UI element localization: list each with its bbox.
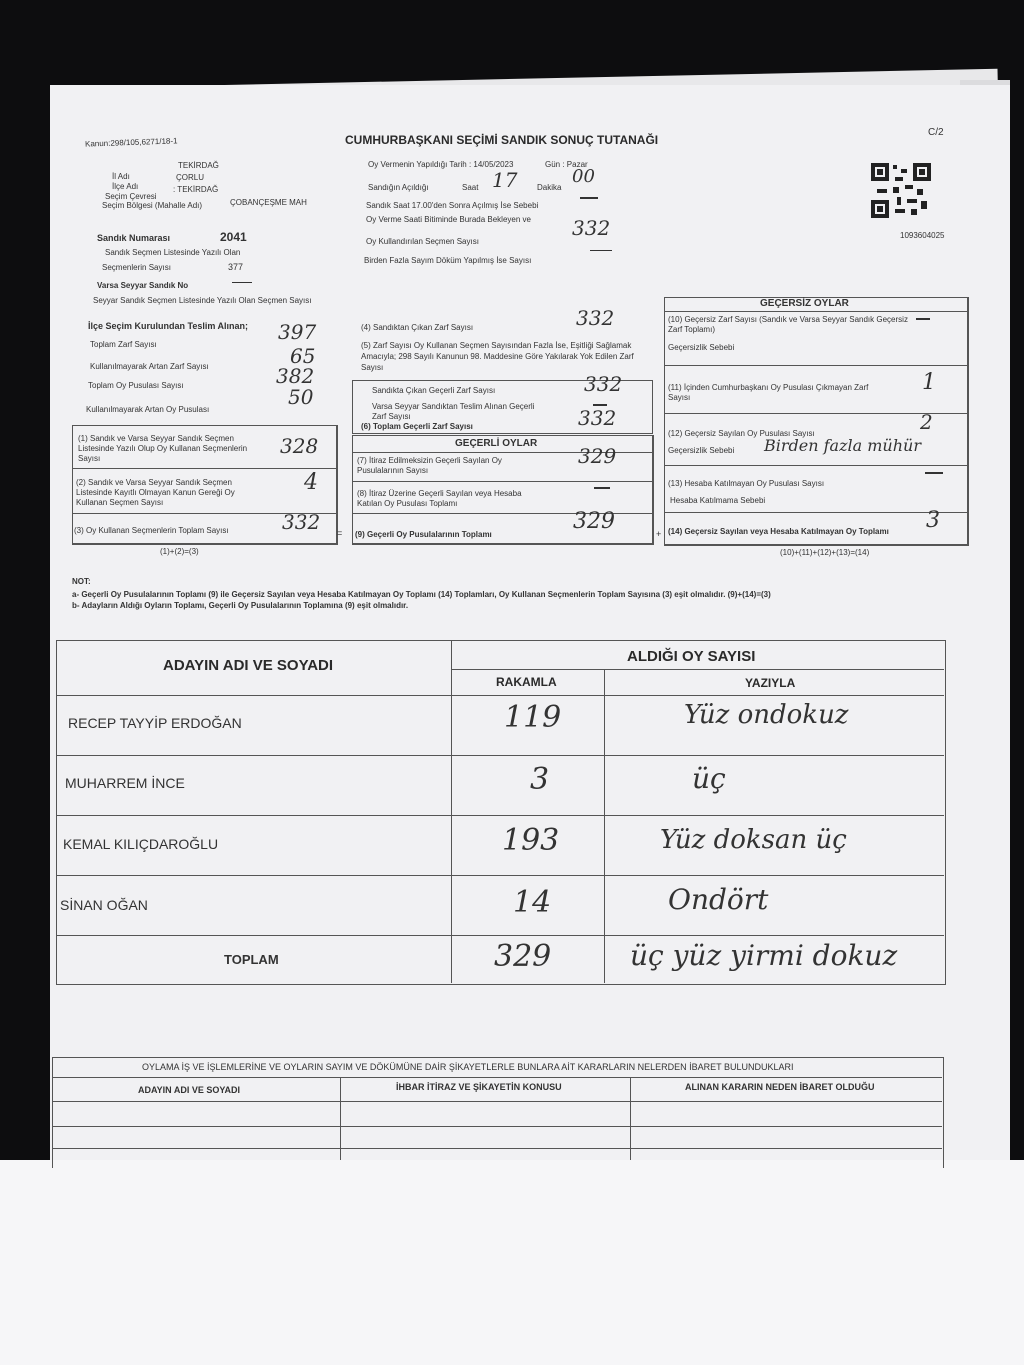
invalid-r13-label: (13) Hesaba Katılmayan Oy Pusulası Sayısı	[668, 479, 825, 488]
registered-label-2: Seçmenlerin Sayısı	[102, 263, 171, 272]
il-value: TEKİRDAĞ	[178, 161, 219, 170]
vote-day: Gün : Pazar	[545, 160, 588, 169]
total-digits: 329	[494, 939, 552, 974]
mobile-env-label: Varsa Seyyar Sandıktan Teslim Alınan Geçerli Zarf Sayısı	[372, 402, 535, 421]
complaints-table	[52, 1057, 944, 1168]
candidate-name-2: MUHARREM İNCE	[65, 775, 185, 791]
valid-r7-label: (7) İtiraz Edilmeksizin Geçerli Sayılan Oy Pusulalarının Sayısı	[357, 456, 502, 475]
invalid-r12-reason: Geçersizlik Sebebi	[668, 446, 735, 455]
unused-ballot-value: 50	[288, 385, 314, 409]
photo-border	[0, 1160, 1024, 1365]
unused-env-value: 65	[290, 344, 316, 368]
voters-r3-label: (3) Oy Kullanan Seçmenlerin Toplam Sayısı	[74, 526, 229, 535]
voters-r2-value: 4	[304, 470, 318, 495]
waiting-label: Oy Verme Saati Bitiminde Burada Bekleyen ve	[366, 215, 531, 224]
late-label: Sandık Saat 17.00'den Sonra Açılmış İse Sebebi	[366, 201, 539, 210]
ballots-value: 382	[276, 364, 315, 388]
invalid-r13-reason: Hesaba Katılmama Sebebi	[670, 496, 766, 505]
notes-title: NOT:	[72, 577, 91, 586]
candidate-digits-3: 193	[502, 823, 560, 858]
document-sheet	[50, 85, 1010, 1160]
invalid-r11-label: (11) İçinden Cumhurbaşkanı Oy Pusulası Çıkmayan Zarf Sayısı	[668, 383, 869, 402]
envelopes-value: 397	[278, 320, 317, 344]
results-table	[56, 640, 946, 985]
valid-r9-value: 329	[573, 509, 615, 534]
invalid-votes-heading: GEÇERSİZ OYLAR	[760, 298, 849, 309]
complaints-col1: ADAYIN ADI VE SOYADI	[138, 1085, 241, 1095]
unused-ballot-label: Kullanılmayarak Artan Oy Pusulası	[86, 405, 210, 414]
voters-r3-value: 332	[282, 510, 321, 534]
voters-r1-value: 328	[280, 434, 319, 458]
minute-label: Dakika	[537, 183, 562, 192]
ilce-label: İlçe Adı	[112, 182, 139, 191]
box-number-label: Sandık Numarası	[97, 233, 171, 243]
valid-votes-heading: GEÇERLİ OYLAR	[455, 438, 538, 449]
candidate-digits-1: 119	[504, 700, 562, 735]
voted-label: Oy Kullandırılan Seçmen Sayısı	[366, 237, 479, 246]
invalid-r14-label: (14) Geçersiz Sayılan veya Hesaba Katılmayan Oy Toplamı	[668, 527, 889, 536]
valid-r7-value: 329	[578, 444, 617, 468]
candidate-words-4: Ondört	[668, 883, 769, 916]
results-digits-header: RAKAMLA	[496, 675, 557, 689]
valid-env-label: Sandıkta Çıkan Geçerli Zarf Sayısı	[372, 386, 496, 395]
env-r5-label: (5) Zarf Sayısı Oy Kullanan Seçmen Sayısından Fazla İse, Eşitliği Sağlamak Amacıyla; 298 Sayılı Kanunun 98. Maddesine Göre Yakılarak Yok Edilen Zarf Sayısı	[361, 341, 634, 372]
total-label: TOPLAM	[224, 952, 279, 967]
candidate-digits-4: 14	[513, 885, 552, 920]
invalid-r11-value: 1	[922, 370, 936, 395]
minute-value: 00	[572, 166, 595, 187]
notes-a: a- Geçerli Oy Pusulalarının Toplamı (9) ile Geçersiz Sayılan veya Hesaba Katılmayan Oy Toplamı (14) Toplamları, Oy Kullanan Seçmenlerin Toplam Sayısına (3) eşit olmalıdır. (9)+(14)=(3)	[72, 590, 771, 599]
law-reference: Kanun:298/105,6271/18-1	[84, 136, 178, 149]
valid-r8-label: (8) İtiraz Üzerine Geçerli Sayılan veya Hesaba Katılan Oy Pusulası Toplamı	[357, 489, 522, 508]
envelopes-label: Toplam Zarf Sayısı	[90, 340, 157, 349]
page-title: CUMHURBAŞKANI SEÇİMİ SANDIK SONUÇ TUTANAĞI	[345, 133, 659, 147]
invalid-r10-reason: Geçersizlik Sebebi	[668, 343, 735, 352]
mobile-list-label: Seyyar Sandık Seçmen Listesinde Yazılı Olan Seçmen Sayısı	[93, 296, 312, 305]
results-words-header: YAZIYLA	[745, 676, 796, 690]
results-name-header: ADAYIN ADI VE SOYADI	[163, 657, 334, 674]
cevre-label: Seçim Çevresi	[105, 192, 157, 201]
unused-env-label: Kullanılmayarak Artan Zarf Sayısı	[90, 362, 209, 371]
form-code: C/2	[928, 127, 944, 138]
env-r4-value: 332	[576, 306, 615, 330]
total-words: üç yüz yirmi dokuz	[630, 939, 898, 972]
bolge-value: ÇOBANÇEŞME MAH	[230, 198, 307, 207]
received-heading: İlçe Seçim Kurulundan Teslim Alınan;	[88, 321, 249, 331]
opened-label: Sandığın Açıldığı	[368, 183, 429, 192]
results-votes-header: ALDIĞI OY SAYISI	[627, 648, 756, 665]
box-number-value: 2041	[220, 230, 247, 244]
voters-formula: (1)+(2)=(3)	[160, 547, 199, 556]
invalid-r12-value: 2	[920, 410, 933, 434]
voted-value: 332	[572, 216, 611, 240]
registered-value: 377	[228, 262, 244, 272]
valid-r9-label: (9) Geçerli Oy Pusulalarının Toplamı	[355, 530, 492, 539]
notes-b: b- Adayların Aldığı Oyların Toplamı, Geçerli Oy Pusulalarının Toplamına (9) eşit olmalıdır.	[72, 601, 409, 610]
bolge-label: Seçim Bölgesi (Mahalle Adı)	[102, 201, 203, 210]
invalid-r10-label: (10) Geçersiz Zarf Sayısı (Sandık ve Varsa Seyyar Sandık Geçersiz Zarf Toplamı)	[668, 315, 908, 334]
candidate-name-4: SİNAN OĞAN	[60, 897, 148, 913]
recount-label: Birden Fazla Sayım Döküm Yapılmış İse Sayısı	[364, 256, 532, 265]
hour-label: Saat	[462, 183, 479, 192]
candidate-words-3: Yüz doksan üç	[660, 825, 847, 855]
complaints-col3: ALINAN KARARIN NEDEN İBARET OLDUĞU	[685, 1082, 875, 1092]
equals-sign: =	[337, 528, 343, 538]
ilce-value: ÇORLU	[176, 173, 205, 182]
cevre-value: : TEKİRDAĞ	[173, 185, 219, 194]
mobile-box-label: Varsa Seyyar Sandık No	[97, 281, 189, 290]
plus-sign: +	[656, 529, 662, 539]
valid-env-value: 332	[584, 372, 623, 396]
invalid-r12-reason-value: Birden fazla mühür	[764, 436, 921, 455]
barcode-number: 1093604025	[900, 231, 945, 240]
invalid-formula: (10)+(11)+(12)+(13)=(14)	[780, 548, 870, 557]
voters-r2-label: (2) Sandık ve Varsa Seyyar Sandık Seçmen Listesinde Kayıtlı Olmayan Kanun Gereği Oy Kullanan Seçmen Sayısı	[76, 478, 235, 507]
candidate-digits-2: 3	[530, 762, 550, 797]
complaints-title: OYLAMA İŞ VE İŞLEMLERİNE VE OYLARIN SAYIM VE DÖKÜMÜNE DAİR ŞİKAYETLERLE BUNLARA AİT KARARLARIN NELERDEN İBARET BULUNDUKLARI	[142, 1062, 794, 1072]
ballots-label: Toplam Oy Pusulası Sayısı	[88, 381, 184, 390]
hour-value: 17	[492, 168, 518, 192]
candidate-name-3: KEMAL KILIÇDAROĞLU	[63, 836, 219, 852]
vote-date: Oy Vermenin Yapıldığı Tarih : 14/05/2023	[368, 160, 514, 169]
invalid-r12-label: (12) Geçersiz Sayılan Oy Pusulası Sayısı	[668, 429, 815, 438]
env-r6-label: (6) Toplam Geçerli Zarf Sayısı	[361, 422, 473, 431]
qr-code-icon	[871, 163, 931, 218]
complaints-col2: İHBAR İTİRAZ VE ŞİKAYETİN KONUSU	[396, 1082, 562, 1092]
voters-r1-label: (1) Sandık ve Varsa Seyyar Sandık Seçmen Listesinde Yazılı Olup Oy Kullanan Seçmenlerin Sayısı	[78, 434, 248, 463]
candidate-words-2: üç	[692, 762, 726, 795]
env-r4-label: (4) Sandıktan Çıkan Zarf Sayısı	[361, 323, 474, 332]
invalid-r14-value: 3	[926, 508, 940, 533]
env-r6-value: 332	[578, 406, 617, 430]
candidate-words-1: Yüz ondokuz	[684, 700, 849, 730]
il-label: İl Adı	[112, 172, 130, 181]
registered-label-1: Sandık Seçmen Listesinde Yazılı Olan	[105, 248, 241, 257]
candidate-name-1: RECEP TAYYİP ERDOĞAN	[68, 715, 242, 731]
